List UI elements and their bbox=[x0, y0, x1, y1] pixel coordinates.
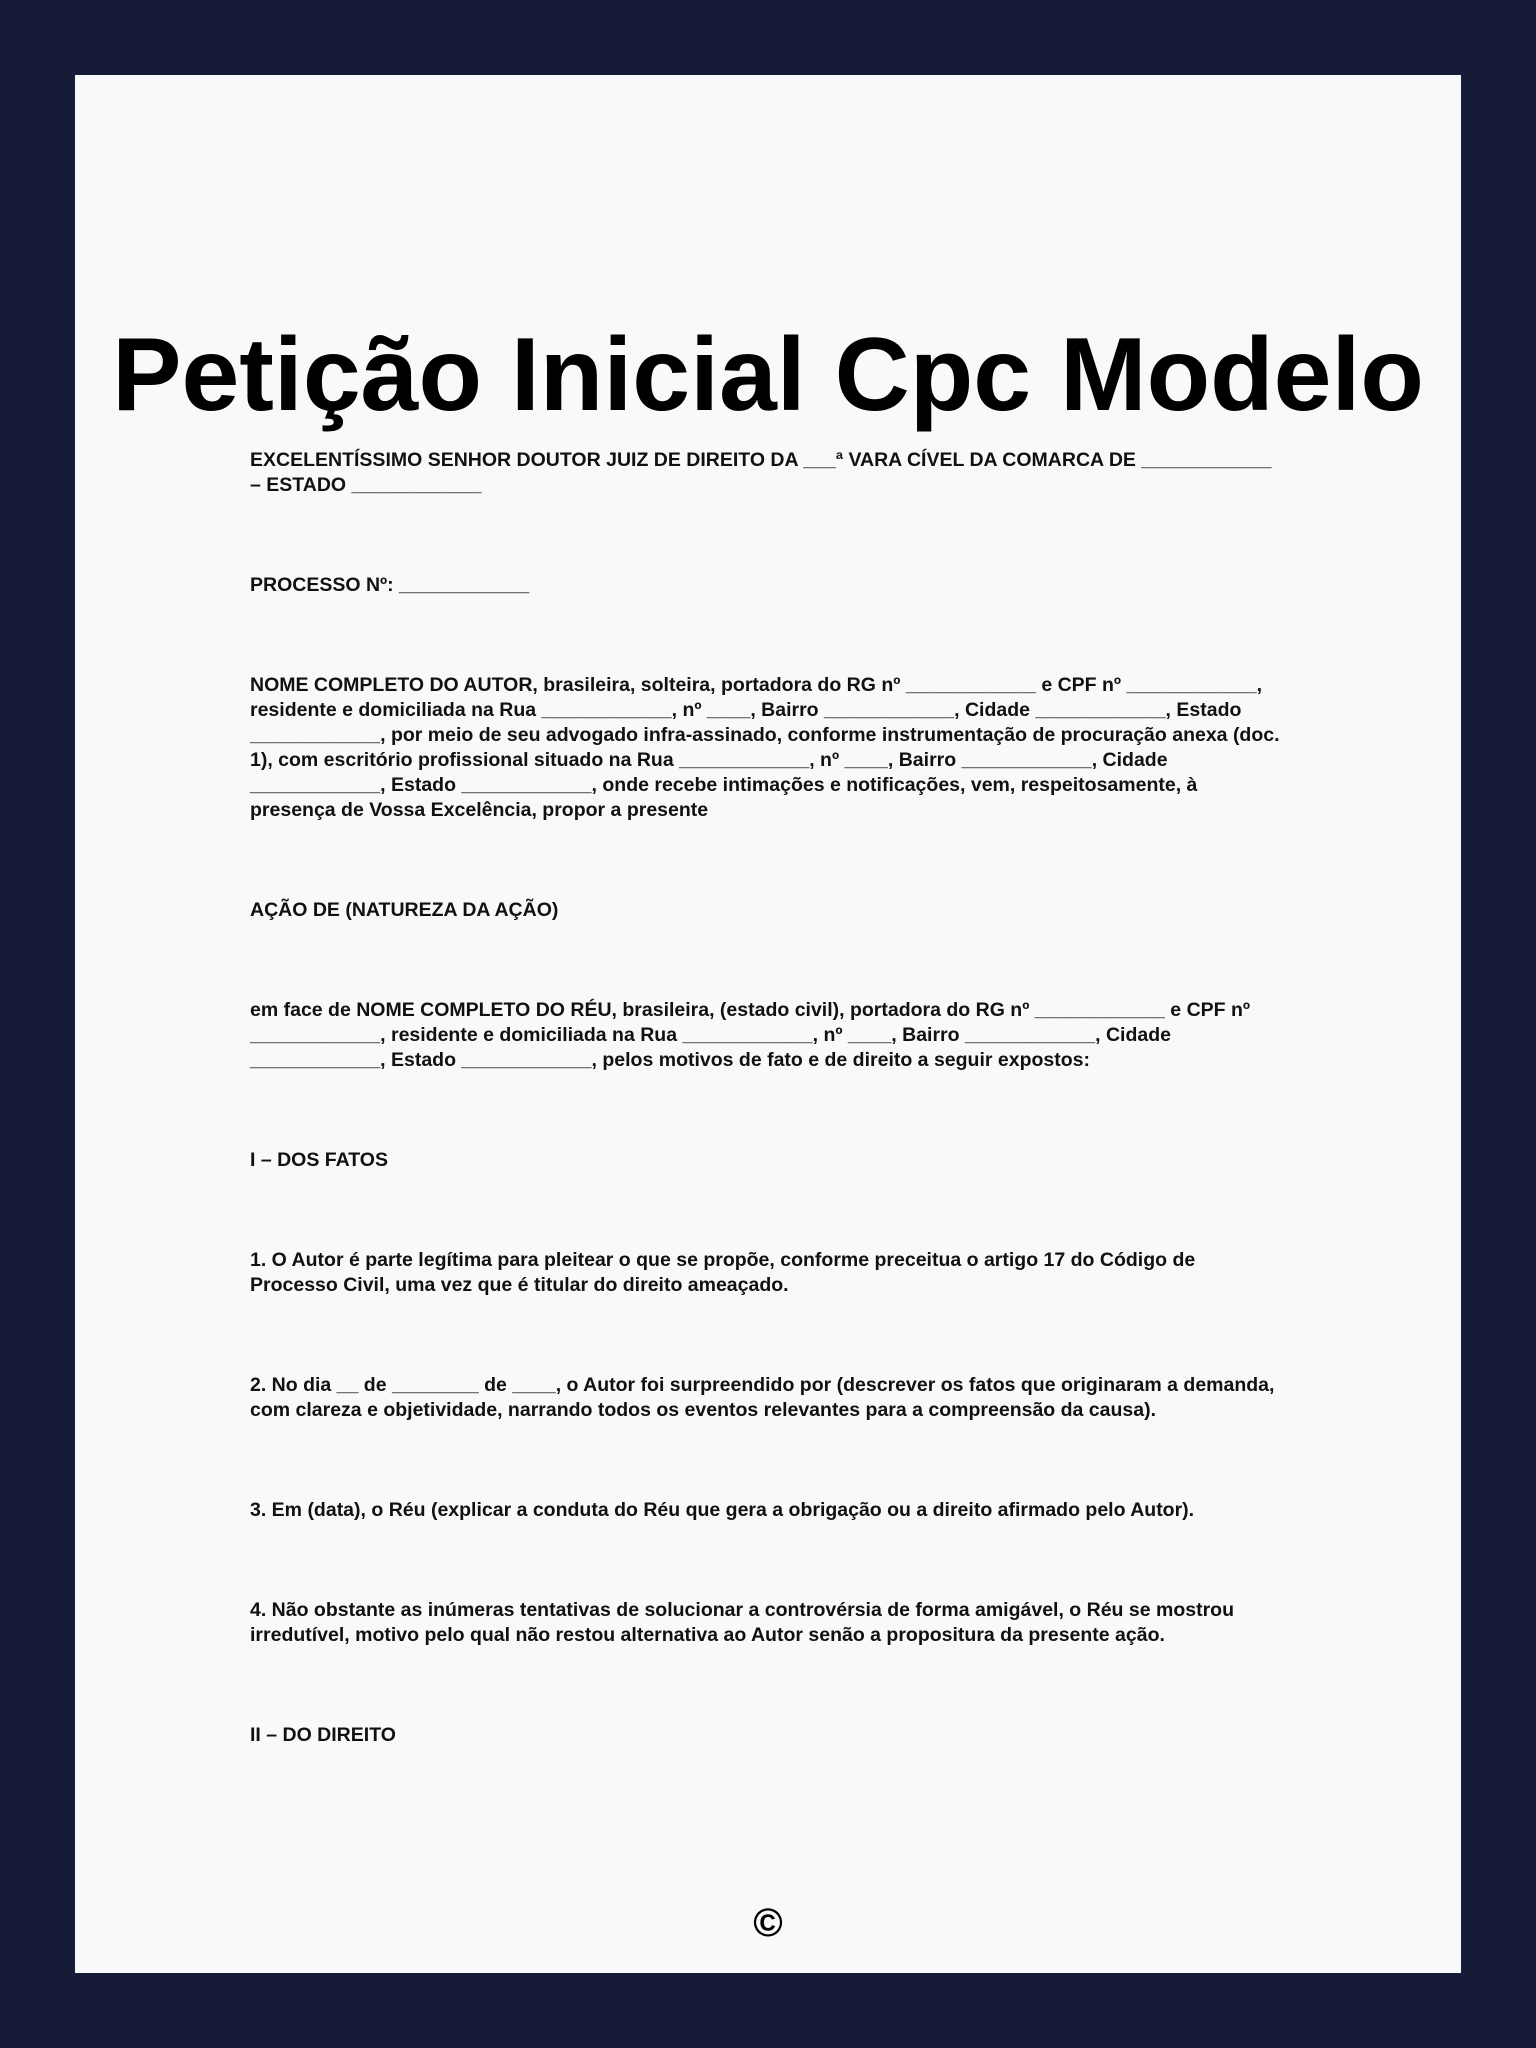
facts-paragraph-4: 4. Não obstante as inúmeras tentativas de solucionar a controvérsia de forma amigável, o Réu se mostrou irredutível, motivo pelo qual não restou alternativa ao Autor senão a propositura da presente ação. bbox=[250, 1599, 1234, 1646]
plaintiff-qualification-paragraph: NOME COMPLETO DO AUTOR, brasileira, solteira, portadora do RG nº ____________ e CPF nº ____________, residente e domiciliada na Rua ____________, nº ____, Bairro ____________, Cidade ____________, Estado ____________, por meio de seu advogado infra-assinado, conforme instrumentação de procuração anexa (doc. 1), com escritório profissional situado na Rua ____________, nº ____, Bairro ____________, Cidade ____________, Estado ____________, onde recebe intimações e notificações, vem, respeitosamente, à presença de Vossa Excelência, propor a presente bbox=[250, 674, 1280, 821]
section-heading-law: II – DO DIREITO bbox=[250, 1724, 396, 1746]
facts-paragraph-1: 1. O Autor é parte legítima para pleitear o que se propõe, conforme preceitua o artigo 17 do Código de Processo Civil, uma vez que é titular do direito ameaçado. bbox=[250, 1249, 1196, 1296]
facts-paragraph-2: 2. No dia __ de ________ de ____, o Autor foi surpreendido por (descrever os fatos que originaram a demanda, com clareza e objetividade, narrando todos os eventos relevantes para a compreensão da causa). bbox=[250, 1374, 1275, 1421]
addressee-paragraph: EXCELENTÍSSIMO SENHOR DOUTOR JUIZ DE DIREITO DA ___ª VARA CÍVEL DA COMARCA DE ____________ – ESTADO ____________ bbox=[250, 449, 1272, 496]
document-title: Petição Inicial Cpc Modelo bbox=[112, 317, 1424, 433]
action-name-heading: AÇÃO DE (NATUREZA DA AÇÃO) bbox=[250, 899, 559, 921]
process-number-paragraph: PROCESSO Nº: ____________ bbox=[250, 574, 530, 596]
facts-paragraph-3: 3. Em (data), o Réu (explicar a conduta do Réu que gera a obrigação ou a direito afirmado pelo Autor). bbox=[250, 1499, 1195, 1521]
section-heading-facts: I – DOS FATOS bbox=[250, 1149, 388, 1171]
defendant-qualification-paragraph: em face de NOME COMPLETO DO RÉU, brasileira, (estado civil), portadora do RG nº ____________ e CPF nº ____________, residente e domiciliada na Rua ____________, nº ____, Bairro ____________, Cidade ____________, Estado ____________, pelos motivos de fato e de direito a seguir expostos: bbox=[250, 999, 1251, 1071]
document-page bbox=[75, 75, 1461, 1973]
copyright-icon: © bbox=[753, 1901, 783, 1945]
document-body bbox=[250, 448, 1280, 1748]
